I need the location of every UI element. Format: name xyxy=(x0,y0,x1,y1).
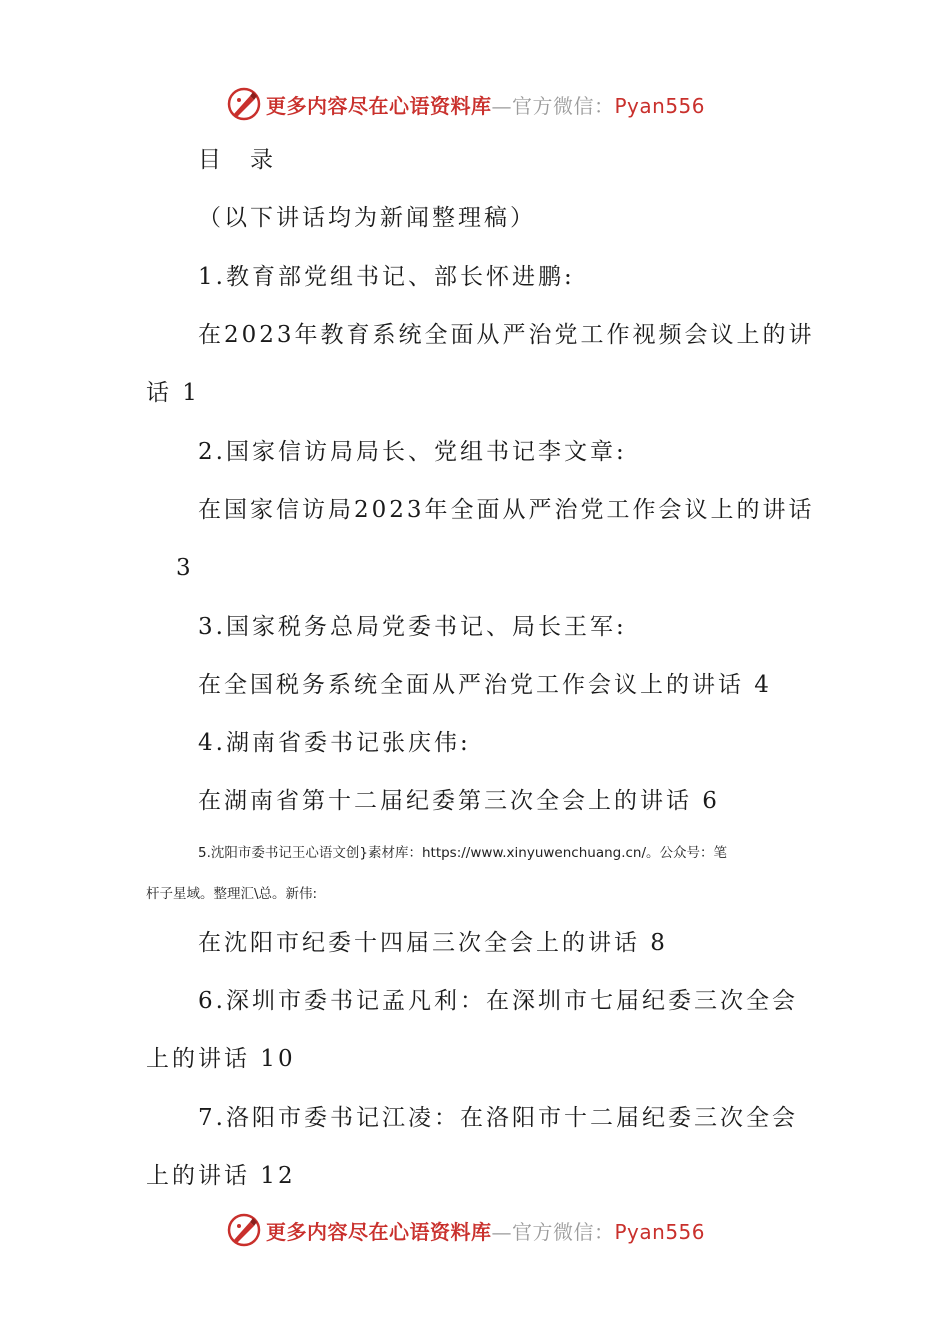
toc-entry-6[interactable]: 6.深圳市委书记孟凡利：在深圳市七届纪委三次全会 xyxy=(198,988,798,1014)
toc-entry-6-cont[interactable]: 上的讲话 10 xyxy=(146,1046,296,1072)
toc-entry-3-speaker[interactable]: 3.国家税务总局党委书记、局长王军: xyxy=(198,614,627,640)
toc-entry-5-speaker-cont[interactable]: 杆子星域。整理汇\总。新伟: xyxy=(146,886,318,902)
toc-title: 目 录 xyxy=(198,147,276,173)
toc-entry-7-cont[interactable]: 上的讲话 12 xyxy=(146,1163,296,1189)
toc-entry-3-title[interactable]: 在全国税务系统全面从严治党工作会议上的讲话 4 xyxy=(198,672,772,698)
footer-banner xyxy=(226,1210,705,1250)
toc-entry-2-title[interactable]: 在国家信访局2023年全面从严治党工作会议上的讲话 xyxy=(198,497,815,523)
pen-logo-icon xyxy=(226,1212,262,1248)
toc-entry-5-title[interactable]: 在沈阳市纪委十四届三次全会上的讲话 8 xyxy=(198,930,668,956)
header-banner xyxy=(226,84,705,124)
toc-entry-2-page[interactable]: 3 xyxy=(176,555,194,581)
banner-text: 更多内容尽在心语资料库—官方微信：Pyan556 xyxy=(266,1219,706,1244)
pen-logo-icon xyxy=(226,86,262,122)
toc-entry-1-speaker[interactable]: 1.教育部党组书记、部长怀进鹏: xyxy=(198,264,575,290)
toc-entry-1-title[interactable]: 在2023年教育系统全面从严治党工作视频会议上的讲 xyxy=(198,322,815,348)
toc-entry-4-speaker[interactable]: 4.湖南省委书记张庆伟: xyxy=(198,730,471,756)
toc-entry-4-title[interactable]: 在湖南省第十二届纪委第三次全会上的讲话 6 xyxy=(198,788,720,814)
toc-note: （以下讲话均为新闻整理稿） xyxy=(198,205,536,231)
toc-entry-2-speaker[interactable]: 2.国家信访局局长、党组书记李文章: xyxy=(198,439,627,465)
toc-entry-7[interactable]: 7.洛阳市委书记江凌：在洛阳市十二届纪委三次全会 xyxy=(198,1105,798,1131)
toc-entry-5-speaker[interactable]: 5.沈阳市委书记王心语文创}素材库：https://www.xinyuwenchuang.cn/。公众号：笔 xyxy=(198,845,728,861)
banner-text: 更多内容尽在心语资料库—官方微信：Pyan556 xyxy=(266,93,706,118)
toc-entry-1-title-cont[interactable]: 话 1 xyxy=(146,380,200,406)
